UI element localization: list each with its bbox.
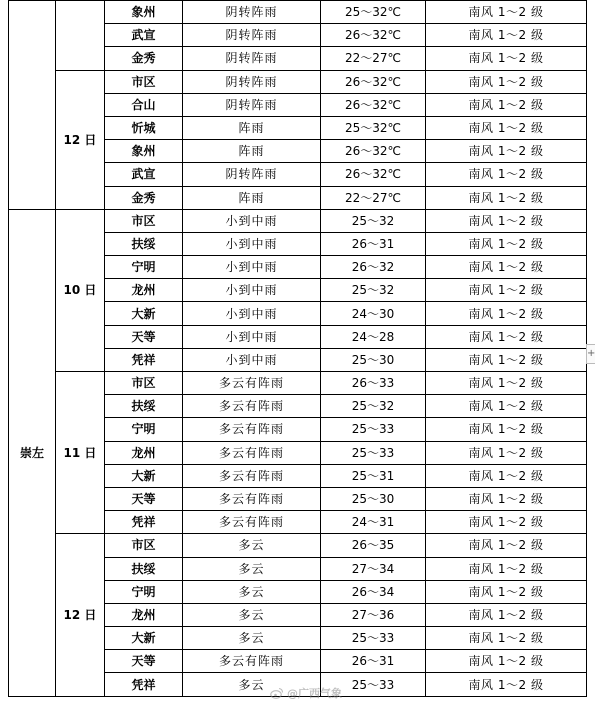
wind-cell: 南风 1～2 级 <box>426 557 587 580</box>
wind-cell: 南风 1～2 级 <box>426 209 587 232</box>
forecast-table-body <box>9 1 587 697</box>
county-cell: 龙州 <box>105 279 183 302</box>
temperature-cell: 25～33 <box>321 673 426 696</box>
table-row <box>9 1 587 24</box>
wind-cell: 南风 1～2 级 <box>426 511 587 534</box>
county-cell: 市区 <box>105 209 183 232</box>
wind-cell: 南风 1～2 级 <box>426 395 587 418</box>
weather-cell: 小到中雨 <box>183 232 321 255</box>
temperature-cell: 27～34 <box>321 557 426 580</box>
wind-cell: 南风 1～2 级 <box>426 279 587 302</box>
wind-cell: 南风 1～2 级 <box>426 580 587 603</box>
table-row <box>9 534 587 557</box>
table-row <box>9 209 587 232</box>
county-cell: 扶绥 <box>105 232 183 255</box>
weather-cell: 小到中雨 <box>183 279 321 302</box>
weather-cell: 多云有阵雨 <box>183 650 321 673</box>
temperature-cell: 25～32℃ <box>321 116 426 139</box>
county-cell: 龙州 <box>105 603 183 626</box>
county-cell: 扶绥 <box>105 395 183 418</box>
county-cell: 市区 <box>105 372 183 395</box>
temperature-cell: 26～32℃ <box>321 140 426 163</box>
wind-cell: 南风 1～2 级 <box>426 116 587 139</box>
temperature-cell: 27～36 <box>321 603 426 626</box>
weather-cell: 多云 <box>183 534 321 557</box>
weather-cell: 多云有阵雨 <box>183 441 321 464</box>
wind-cell: 南风 1～2 级 <box>426 1 587 24</box>
temperature-cell: 26～35 <box>321 534 426 557</box>
county-cell: 市区 <box>105 534 183 557</box>
wind-cell: 南风 1～2 级 <box>426 348 587 371</box>
temperature-cell: 24～30 <box>321 302 426 325</box>
temperature-cell: 26～32℃ <box>321 24 426 47</box>
temperature-cell: 26～31 <box>321 650 426 673</box>
temperature-cell: 24～28 <box>321 325 426 348</box>
wind-cell: 南风 1～2 级 <box>426 302 587 325</box>
date-cell: 12 日 <box>56 534 105 696</box>
county-cell: 天等 <box>105 487 183 510</box>
county-cell: 天等 <box>105 325 183 348</box>
county-cell: 武宣 <box>105 163 183 186</box>
county-cell: 凭祥 <box>105 511 183 534</box>
weather-cell: 小到中雨 <box>183 348 321 371</box>
temperature-cell: 25～33 <box>321 441 426 464</box>
county-cell: 金秀 <box>105 186 183 209</box>
weather-cell: 多云有阵雨 <box>183 418 321 441</box>
county-cell: 合山 <box>105 93 183 116</box>
weather-cell: 多云 <box>183 603 321 626</box>
wind-cell: 南风 1～2 级 <box>426 70 587 93</box>
wind-cell: 南风 1～2 级 <box>426 256 587 279</box>
wind-cell: 南风 1～2 级 <box>426 140 587 163</box>
weather-cell: 阵雨 <box>183 140 321 163</box>
county-cell: 天等 <box>105 650 183 673</box>
temperature-cell: 26～32℃ <box>321 93 426 116</box>
wind-cell: 南风 1～2 级 <box>426 487 587 510</box>
weather-cell: 多云有阵雨 <box>183 372 321 395</box>
weather-cell: 小到中雨 <box>183 325 321 348</box>
temperature-cell: 25～32 <box>321 395 426 418</box>
county-cell: 宁明 <box>105 580 183 603</box>
wind-cell: 南风 1～2 级 <box>426 47 587 70</box>
county-cell: 象州 <box>105 1 183 24</box>
temperature-cell: 25～33 <box>321 627 426 650</box>
county-cell: 武宣 <box>105 24 183 47</box>
temperature-cell: 22～27℃ <box>321 186 426 209</box>
temperature-cell: 25～30 <box>321 487 426 510</box>
wind-cell: 南风 1～2 级 <box>426 464 587 487</box>
wind-cell: 南风 1～2 级 <box>426 418 587 441</box>
temperature-cell: 26～32 <box>321 256 426 279</box>
weather-cell: 小到中雨 <box>183 256 321 279</box>
side-scroll-marker[interactable]: + <box>586 344 595 364</box>
weather-cell: 多云有阵雨 <box>183 487 321 510</box>
weather-cell: 小到中雨 <box>183 209 321 232</box>
watermark-text: @广西气象 <box>287 687 342 700</box>
temperature-cell: 25～32 <box>321 209 426 232</box>
weather-cell: 阴转阵雨 <box>183 163 321 186</box>
wind-cell: 南风 1～2 级 <box>426 232 587 255</box>
weather-cell: 多云 <box>183 557 321 580</box>
wind-cell: 南风 1～2 级 <box>426 93 587 116</box>
wind-cell: 南风 1～2 级 <box>426 603 587 626</box>
county-cell: 龙州 <box>105 441 183 464</box>
county-cell: 宁明 <box>105 418 183 441</box>
county-cell: 忻城 <box>105 116 183 139</box>
county-cell: 大新 <box>105 627 183 650</box>
weather-cell: 阴转阵雨 <box>183 1 321 24</box>
table-row <box>9 70 587 93</box>
wind-cell: 南风 1～2 级 <box>426 441 587 464</box>
temperature-cell: 24～31 <box>321 511 426 534</box>
temperature-cell: 25～32 <box>321 279 426 302</box>
temperature-cell: 26～32℃ <box>321 163 426 186</box>
region-cell: 崇左 <box>9 209 56 696</box>
weather-cell: 多云 <box>183 580 321 603</box>
county-cell: 宁明 <box>105 256 183 279</box>
weibo-watermark <box>270 684 370 702</box>
region-cell <box>9 1 56 210</box>
wind-cell: 南风 1～2 级 <box>426 534 587 557</box>
wind-cell: 南风 1～2 级 <box>426 186 587 209</box>
wind-cell: 南风 1～2 级 <box>426 673 587 696</box>
date-cell: 12 日 <box>56 70 105 209</box>
temperature-cell: 25～31 <box>321 464 426 487</box>
weather-cell: 阴转阵雨 <box>183 24 321 47</box>
county-cell: 市区 <box>105 70 183 93</box>
weather-cell: 小到中雨 <box>183 302 321 325</box>
weather-cell: 多云有阵雨 <box>183 511 321 534</box>
temperature-cell: 26～34 <box>321 580 426 603</box>
temperature-cell: 25～33 <box>321 418 426 441</box>
county-cell: 扶绥 <box>105 557 183 580</box>
county-cell: 大新 <box>105 464 183 487</box>
wind-cell: 南风 1～2 级 <box>426 24 587 47</box>
weather-cell: 阴转阵雨 <box>183 93 321 116</box>
temperature-cell: 22～27℃ <box>321 47 426 70</box>
weather-cell: 多云 <box>183 673 321 696</box>
weather-cell: 阴转阵雨 <box>183 47 321 70</box>
date-cell: 10 日 <box>56 209 105 371</box>
table-row <box>9 372 587 395</box>
date-cell <box>56 1 105 71</box>
county-cell: 大新 <box>105 302 183 325</box>
weather-cell: 阵雨 <box>183 186 321 209</box>
temperature-cell: 25～30 <box>321 348 426 371</box>
weather-cell: 阵雨 <box>183 116 321 139</box>
weather-cell: 多云 <box>183 627 321 650</box>
wind-cell: 南风 1～2 级 <box>426 650 587 673</box>
weibo-icon <box>270 686 284 700</box>
county-cell: 凭祥 <box>105 348 183 371</box>
date-cell: 11 日 <box>56 372 105 534</box>
county-cell: 象州 <box>105 140 183 163</box>
wind-cell: 南风 1～2 级 <box>426 325 587 348</box>
temperature-cell: 26～32℃ <box>321 70 426 93</box>
wind-cell: 南风 1～2 级 <box>426 163 587 186</box>
temperature-cell: 25～32℃ <box>321 1 426 24</box>
weather-cell: 多云有阵雨 <box>183 395 321 418</box>
temperature-cell: 26～31 <box>321 232 426 255</box>
weather-cell: 阴转阵雨 <box>183 70 321 93</box>
forecast-table <box>8 0 587 697</box>
county-cell: 金秀 <box>105 47 183 70</box>
wind-cell: 南风 1～2 级 <box>426 627 587 650</box>
temperature-cell: 26～33 <box>321 372 426 395</box>
county-cell: 凭祥 <box>105 673 183 696</box>
weather-cell: 多云有阵雨 <box>183 464 321 487</box>
wind-cell: 南风 1～2 级 <box>426 372 587 395</box>
